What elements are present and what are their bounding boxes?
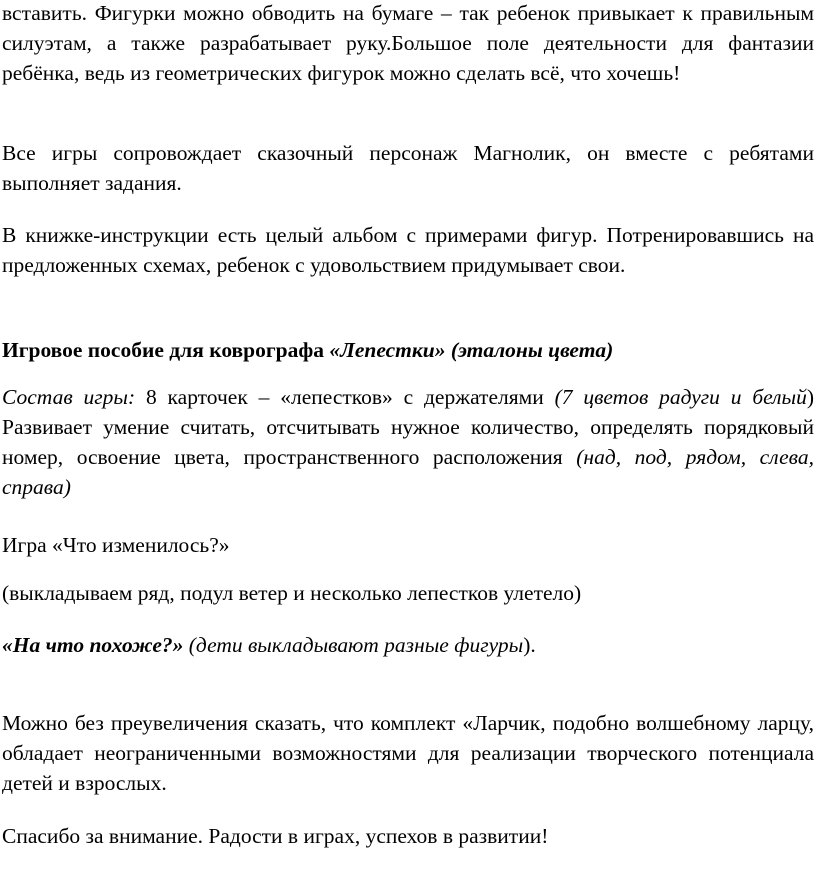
paragraph-instruction-book: В книжке-инструкции есть целый альбом с примерами фигур. Потренировавшись на предложенных схемах, ребенок с удовольствием придумывает свои. <box>2 223 814 277</box>
composition-positions: (над, под, рядом, слева, справа) <box>2 445 814 499</box>
paragraph-larchik: Можно без преувеличения сказать, что комплект «Ларчик, подобно волшебному ларцу, обладает неограниченными возможностями для реализации творческого потенциала детей и взрослых. <box>2 711 814 795</box>
heading-what-changed: Игра «Что изменилось?» <box>2 533 230 557</box>
paragraph-what-changed-desc: (выкладываем ряд, подул ветер и несколько лепестков улетело) <box>2 581 582 605</box>
what-is-it-like-tail: ). <box>523 633 536 657</box>
heading-petals-bold-italic: «Лепестки» (эталоны цвета) <box>329 338 614 362</box>
paragraph-magnolik: Все игры сопровождает сказочный персонаж Магнолик, он вместе с ребятами выполняет задания. <box>2 141 814 195</box>
closing-thanks: Спасибо за внимание. Радости в играх, успехов в развитии! <box>2 824 549 848</box>
composition-colors: (7 цветов радуги и белый <box>554 385 807 409</box>
paragraph-game-composition <box>2 382 814 502</box>
what-is-it-like-title: «На что похоже?» <box>2 633 184 657</box>
heading-petals-aid <box>2 335 814 365</box>
what-is-it-like-desc: (дети выкладывают разные фигуры <box>183 633 524 657</box>
heading-petals-bold: Игровое пособие для коврографа <box>2 338 330 362</box>
paragraph-figures: вставить. Фигурки можно обводить на бумаге – так ребенок привыкает к правильным силуэтам, а также разрабатывает руку.Большое поле деятельности для фантазии ребёнка, ведь из геометрических фигурок можно сделать всё, что хочешь! <box>2 1 814 85</box>
paragraph-what-is-it-like <box>2 630 814 660</box>
composition-text-1: 8 карточек – «лепестков» с держателями <box>135 385 555 409</box>
composition-text-2: ) Развивает умение считать, отсчитывать нужное количество, определять порядковый номер, освоение цвета, пространственного расположения <box>2 385 815 469</box>
composition-label: Состав игры: <box>2 385 136 409</box>
